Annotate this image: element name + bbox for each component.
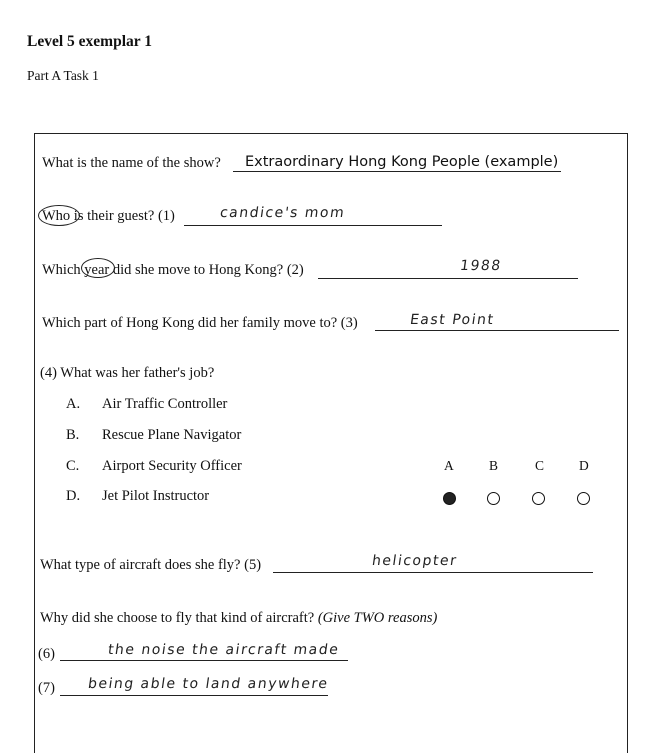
answer-5: helicopter — [370, 553, 459, 569]
answer-line-6 — [60, 660, 348, 661]
bubble-label-b: B — [489, 458, 499, 473]
answer-bubble-a[interactable] — [443, 492, 456, 505]
option-letter-d: D. — [66, 488, 81, 504]
bubble-label-a: A — [444, 458, 454, 473]
question-1: Who is their guest? (1) — [42, 208, 175, 224]
answer-bubble-d[interactable] — [577, 492, 590, 505]
answer-2: 1988 — [458, 258, 503, 274]
option-text-c: Airport Security Officer — [102, 458, 242, 474]
option-letter-c: C. — [66, 458, 80, 474]
bubble-label-d: D — [579, 458, 589, 473]
option-text-b: Rescue Plane Navigator — [102, 427, 242, 443]
answer-1: candice's mom — [218, 205, 347, 221]
answer-line-2 — [318, 278, 578, 279]
answer-line-7 — [60, 695, 328, 696]
question-4: (4) What was her father's job? — [40, 365, 215, 381]
answer-line-3 — [375, 330, 619, 331]
question-6-label: (6) — [38, 646, 55, 662]
answer-show-name: Extraordinary Hong Kong People (example) — [245, 154, 559, 170]
question-why — [40, 610, 437, 627]
question-2: Which year did she move to Hong Kong? (2) — [42, 262, 304, 278]
page-title: Level 5 exemplar 1 — [27, 33, 152, 50]
answer-6: the noise the aircraft made — [106, 642, 341, 658]
question-why-note: (Give TWO reasons) — [317, 610, 438, 626]
question-5: What type of aircraft does she fly? (5) — [40, 557, 262, 573]
question-3: Which part of Hong Kong did her family move to? (3) — [42, 315, 358, 331]
answer-line-1 — [184, 225, 442, 226]
answer-bubble-b[interactable] — [487, 492, 500, 505]
option-text-a: Air Traffic Controller — [102, 396, 228, 412]
answer-line-5 — [273, 572, 593, 573]
answer-7: being able to land anywhere — [86, 676, 330, 692]
option-text-d: Jet Pilot Instructor — [102, 488, 210, 504]
question-why-text: Why did she choose to fly that kind of aircraft? — [40, 610, 315, 626]
page-subtitle: Part A Task 1 — [27, 68, 99, 83]
option-letter-b: B. — [66, 427, 80, 443]
bubble-label-c: C — [535, 458, 545, 473]
answer-3: East Point — [408, 312, 496, 328]
question-7-label: (7) — [38, 680, 55, 696]
question-show-name: What is the name of the show? — [42, 155, 221, 171]
option-letter-a: A. — [66, 396, 81, 412]
answer-line-show — [233, 171, 561, 172]
answer-bubble-c[interactable] — [532, 492, 545, 505]
